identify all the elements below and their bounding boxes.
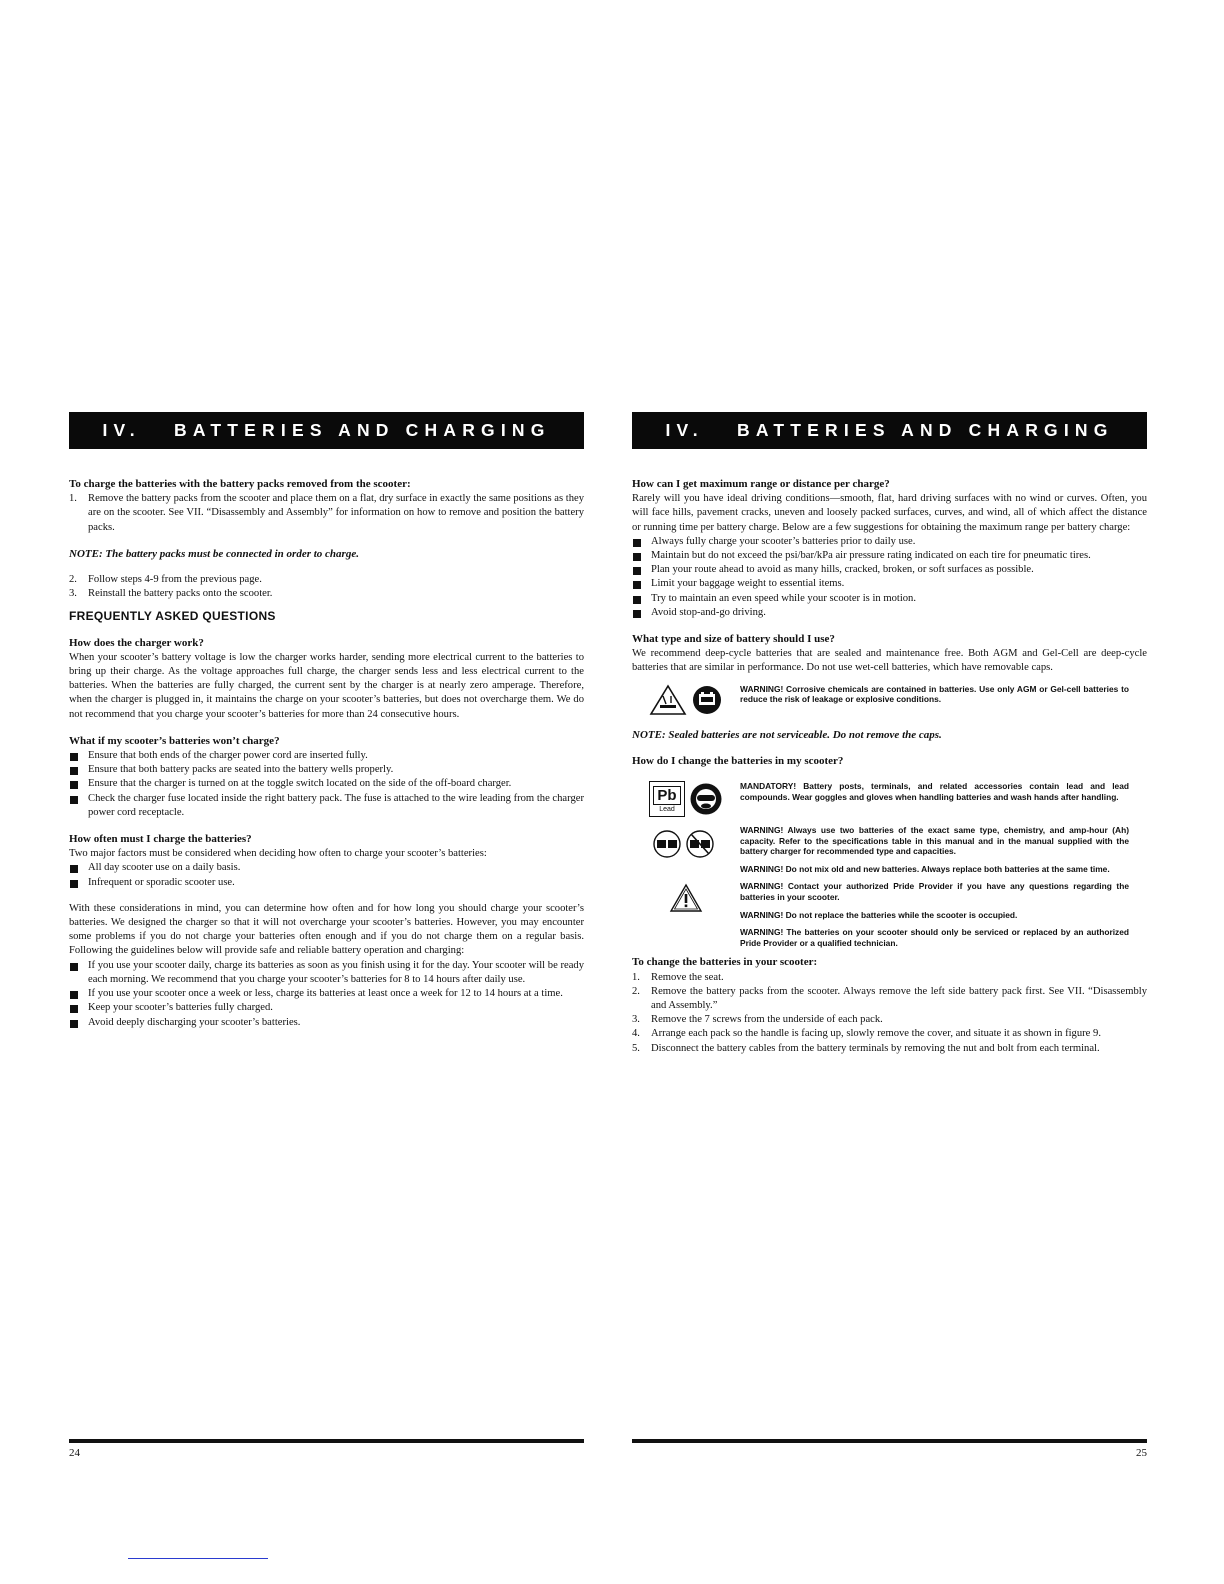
bullet-square-icon — [632, 535, 651, 549]
bullet-square-icon — [632, 549, 651, 563]
step-number: 1. — [632, 971, 640, 983]
list-item — [632, 606, 1147, 620]
faq-question: What if my scooter’s batteries won’t charge? — [69, 734, 280, 747]
list-item — [69, 777, 584, 791]
step-number: 4. — [632, 1028, 640, 1040]
warning-contact: WARNING! Contact your authorized Pride Provider if you have any questions regarding the batteries in your scooter. — [740, 881, 1129, 903]
corrosive-warning — [632, 684, 1147, 716]
bullet-square-icon — [69, 792, 88, 820]
lead-pb-icon — [649, 781, 685, 817]
warning-texts — [740, 825, 1147, 881]
step-text: Follow steps 4-9 from the previous page. — [88, 574, 262, 586]
list-item — [69, 792, 584, 820]
change-title: To change the batteries in your scooter: — [632, 956, 818, 969]
sealed-note: NOTE: Sealed batteries are not serviceable. Do not remove the caps. — [632, 728, 942, 741]
bullet-square-icon — [632, 592, 651, 606]
warning-icons — [632, 684, 740, 716]
bullet-square-icon — [69, 1016, 88, 1030]
step-number: 3. — [632, 1014, 640, 1026]
list-item — [69, 587, 584, 601]
faq-answer: Rarely will you have ideal driving conditions—smooth, flat, hard driving surfaces with no wind or curves. Often, you will face hills, pavement cracks, uneven and loosely packed surfaces, curves, and wind, all of which affect the distance or running time per battery charge. Below are a few suggestions for obtaining the maximum range per battery charge: — [632, 493, 1147, 533]
battery-note: NOTE: The battery packs must be connected in order to charge. — [69, 547, 359, 560]
section-header: IV. BATTERIES AND CHARGING — [69, 412, 584, 449]
bullet-square-icon — [632, 577, 651, 591]
bullet-square-icon — [69, 987, 88, 1001]
bullet-text: Avoid deeply discharging your scooter’s batteries. — [88, 1016, 301, 1028]
step-number: 2. — [632, 985, 640, 997]
bullet-square-icon — [632, 563, 651, 577]
charge-removed-title: To charge the batteries with the battery packs removed from the scooter: — [69, 478, 411, 490]
charge-steps-continued — [69, 573, 584, 601]
list-item — [632, 577, 1147, 591]
faq-question: How does the charger work? — [69, 636, 204, 649]
faq-question: What type and size of battery should I use? — [632, 633, 835, 646]
two-batteries-icon — [652, 829, 720, 859]
faq-question: How do I change the batteries in my scooter? — [632, 754, 844, 767]
bullet-text: All day scooter use on a daily basis. — [88, 862, 241, 874]
bullet-list — [69, 959, 584, 1030]
warning-text: WARNING! Corrosive chemicals are contained in batteries. Use only AGM or Gel-cell batteries to reduce the risk of leakage or explosive conditions. — [740, 683, 1129, 705]
list-item — [69, 861, 584, 875]
bullet-text: Infrequent or sporadic scooter use. — [88, 876, 235, 888]
faq-title: FREQUENTLY ASKED QUESTIONS — [69, 609, 276, 624]
bullet-text: Ensure that both battery packs are seated into the battery wells properly. — [88, 764, 394, 776]
faq-question: How often must I charge the batteries? — [69, 833, 252, 846]
bullet-list — [632, 535, 1147, 620]
charge-removed-steps — [69, 492, 584, 535]
bullet-text: Check the charger fuse located inside the right battery pack. The fuse is attached to the wire leading from the charger power cord receptacle. — [88, 792, 584, 818]
step-text: Disconnect the battery cables from the battery terminals by removing the nut and bolt from each terminal. — [651, 1042, 1100, 1054]
faq-answer: When your scooter’s battery voltage is low the charger works harder, sending more electrical current to the batteries to bring up their charge. As the voltage approaches full charge, the charger sends less and less electrical current to the batteries. When the batteries are fully charged, the current sent by the charger is at nearly zero amperage. Therefore, when the charger is plugged in, it maintains the charge on your scooter’s batteries, but does not overcharge them. We do not recommend that you charge your scooter’s batteries for more than 24 consecutive hours. — [69, 651, 584, 720]
pb-symbol: Pb — [653, 786, 680, 805]
battery-warnings — [632, 825, 1147, 881]
footer-rule — [632, 1439, 1147, 1443]
list-item — [632, 1027, 1147, 1041]
bullet-square-icon — [69, 1001, 88, 1015]
lead-icons — [632, 781, 740, 817]
bullet-list — [69, 749, 584, 820]
step-text: Remove the battery packs from the scooter and place them on a flat, dry surface in exactly the same positions as they are on the scooter. See VII. “Disassembly and Assembly” for information on how to remove and position the battery packs. — [88, 493, 584, 533]
footer-rule — [69, 1439, 584, 1443]
left-page — [69, 412, 584, 1459]
list-item — [69, 876, 584, 890]
step-number: 2. — [69, 574, 77, 586]
list-item — [632, 985, 1147, 1013]
step-number: 3. — [69, 588, 77, 600]
bullet-text: Ensure that the charger is turned on at the toggle switch located on the side of the off-board charger. — [88, 778, 512, 790]
step-text: Arrange each pack so the handle is facing up, slowly remove the cover, and situate it as shown in figure 9. — [651, 1028, 1101, 1040]
step-text: Remove the battery packs from the scooter. Always remove the left side battery pack first. See VII. “Disassembly and Assembly.” — [651, 985, 1147, 1011]
faq-answer: Two major factors must be considered when deciding how often to charge your scooter’s batteries: — [69, 848, 487, 860]
list-item — [632, 1013, 1147, 1027]
list-item — [69, 1016, 584, 1030]
list-item — [69, 959, 584, 987]
bullet-square-icon — [69, 777, 88, 791]
battery-icons — [632, 825, 740, 859]
caution-icons — [632, 881, 740, 913]
list-item — [632, 535, 1147, 549]
bullet-list — [69, 861, 584, 889]
faq-answer: We recommend deep-cycle batteries that are sealed and maintenance free. Both AGM and Gel-Cell are deep-cycle batteries that are similar in performance. Do not use wet-cell batteries, which have removable caps. — [632, 648, 1147, 674]
list-item — [69, 763, 584, 777]
bullet-square-icon — [632, 606, 651, 620]
bullet-text: Try to maintain an even speed while your scooter is in motion. — [651, 592, 916, 604]
list-item — [632, 549, 1147, 563]
battery-gel-icon — [691, 684, 723, 716]
bullet-text: Maintain but do not exceed the psi/bar/kPa air pressure rating indicated on each tire for pneumatic tires. — [651, 550, 1091, 562]
footer-link-underline — [128, 1558, 268, 1559]
list-item — [69, 573, 584, 587]
list-item — [632, 971, 1147, 985]
lead-label: Lead — [659, 805, 675, 813]
bullet-text: If you use your scooter daily, charge its batteries as soon as you finish using it for the day. Your scooter will be ready each morning. We recommend that you charge your scooter’s batteries for 8 to 14 hours after daily use. — [88, 959, 584, 985]
right-content — [632, 477, 1147, 1056]
warning-mix: WARNING! Do not mix old and new batteries. Always replace both batteries at the same time. — [740, 863, 1110, 874]
bullet-square-icon — [69, 749, 88, 763]
bullet-square-icon — [69, 861, 88, 875]
step-text: Remove the seat. — [651, 971, 724, 983]
bullet-square-icon — [69, 876, 88, 890]
faq-answer: With these considerations in mind, you can determine how often and for how long you should charge your scooter’s batteries. We designed the charger so that it will not overcharge your scooter’s batteries. However, you may encounter some problems if you do not charge your batteries often enough and if you do not charge them on a regular basis. Following the guidelines below will provide safe and reliable battery operation and charging: — [69, 902, 584, 957]
list-item — [632, 563, 1147, 577]
bullet-text: Ensure that both ends of the charger power cord are inserted fully. — [88, 750, 368, 762]
step-number: 1. — [69, 493, 77, 505]
warning-occupied: WARNING! Do not replace the batteries while the scooter is occupied. — [740, 909, 1018, 920]
warning-texts — [740, 881, 1147, 955]
change-steps — [632, 971, 1147, 1056]
page-number: 24 — [69, 1447, 80, 1459]
page-number: 25 — [1136, 1447, 1147, 1459]
bullet-text: Plan your route ahead to avoid as many hills, cracked, broken, or soft surfaces as possible. — [651, 564, 1034, 576]
list-item — [69, 987, 584, 1001]
list-item — [632, 1042, 1147, 1056]
list-item — [69, 492, 584, 535]
list-item — [632, 592, 1147, 606]
faq-question: How can I get maximum range or distance per charge? — [632, 478, 890, 490]
mandatory-text: MANDATORY! Battery posts, terminals, and related accessories contain lead and lead compounds. Wear goggles and gloves when handling batteries and wash hands after handling. — [740, 781, 1129, 802]
bullet-text: Limit your baggage weight to essential items. — [651, 578, 845, 590]
step-text: Remove the 7 screws from the underside of each pack. — [651, 1014, 883, 1026]
section-header: IV. BATTERIES AND CHARGING — [632, 412, 1147, 449]
list-item — [69, 749, 584, 763]
provider-warnings — [632, 881, 1147, 955]
right-page — [632, 412, 1147, 1459]
bullet-text: If you use your scooter once a week or less, charge its batteries at least once a week for 12 to 14 hours at a time. — [88, 988, 563, 1000]
exclamation-triangle-icon — [669, 883, 703, 913]
warning-two-batteries: WARNING! Always use two batteries of the exact same type, chemistry, and amp-hour (Ah) capacity. Refer to the specifications table in this manual and in the manual supplied with the battery charger for recommended type and capacities. — [740, 825, 1129, 857]
bullet-square-icon — [69, 959, 88, 987]
mandatory-lead — [632, 781, 1147, 817]
step-number: 5. — [632, 1042, 640, 1054]
goggles-icon — [689, 782, 723, 816]
corrosive-warning-icon — [649, 684, 687, 716]
step-text: Reinstall the battery packs onto the scooter. — [88, 588, 273, 600]
left-content — [69, 477, 584, 1030]
bullet-text: Always fully charge your scooter’s batteries prior to daily use. — [651, 535, 916, 547]
bullet-square-icon — [69, 763, 88, 777]
warning-service: WARNING! The batteries on your scooter should only be serviced or replaced by an authorized Pride Provider or a qualified technician. — [740, 927, 1129, 948]
list-item — [69, 1001, 584, 1015]
bullet-text: Keep your scooter’s batteries fully charged. — [88, 1002, 273, 1014]
bullet-text: Avoid stop-and-go driving. — [651, 606, 766, 618]
